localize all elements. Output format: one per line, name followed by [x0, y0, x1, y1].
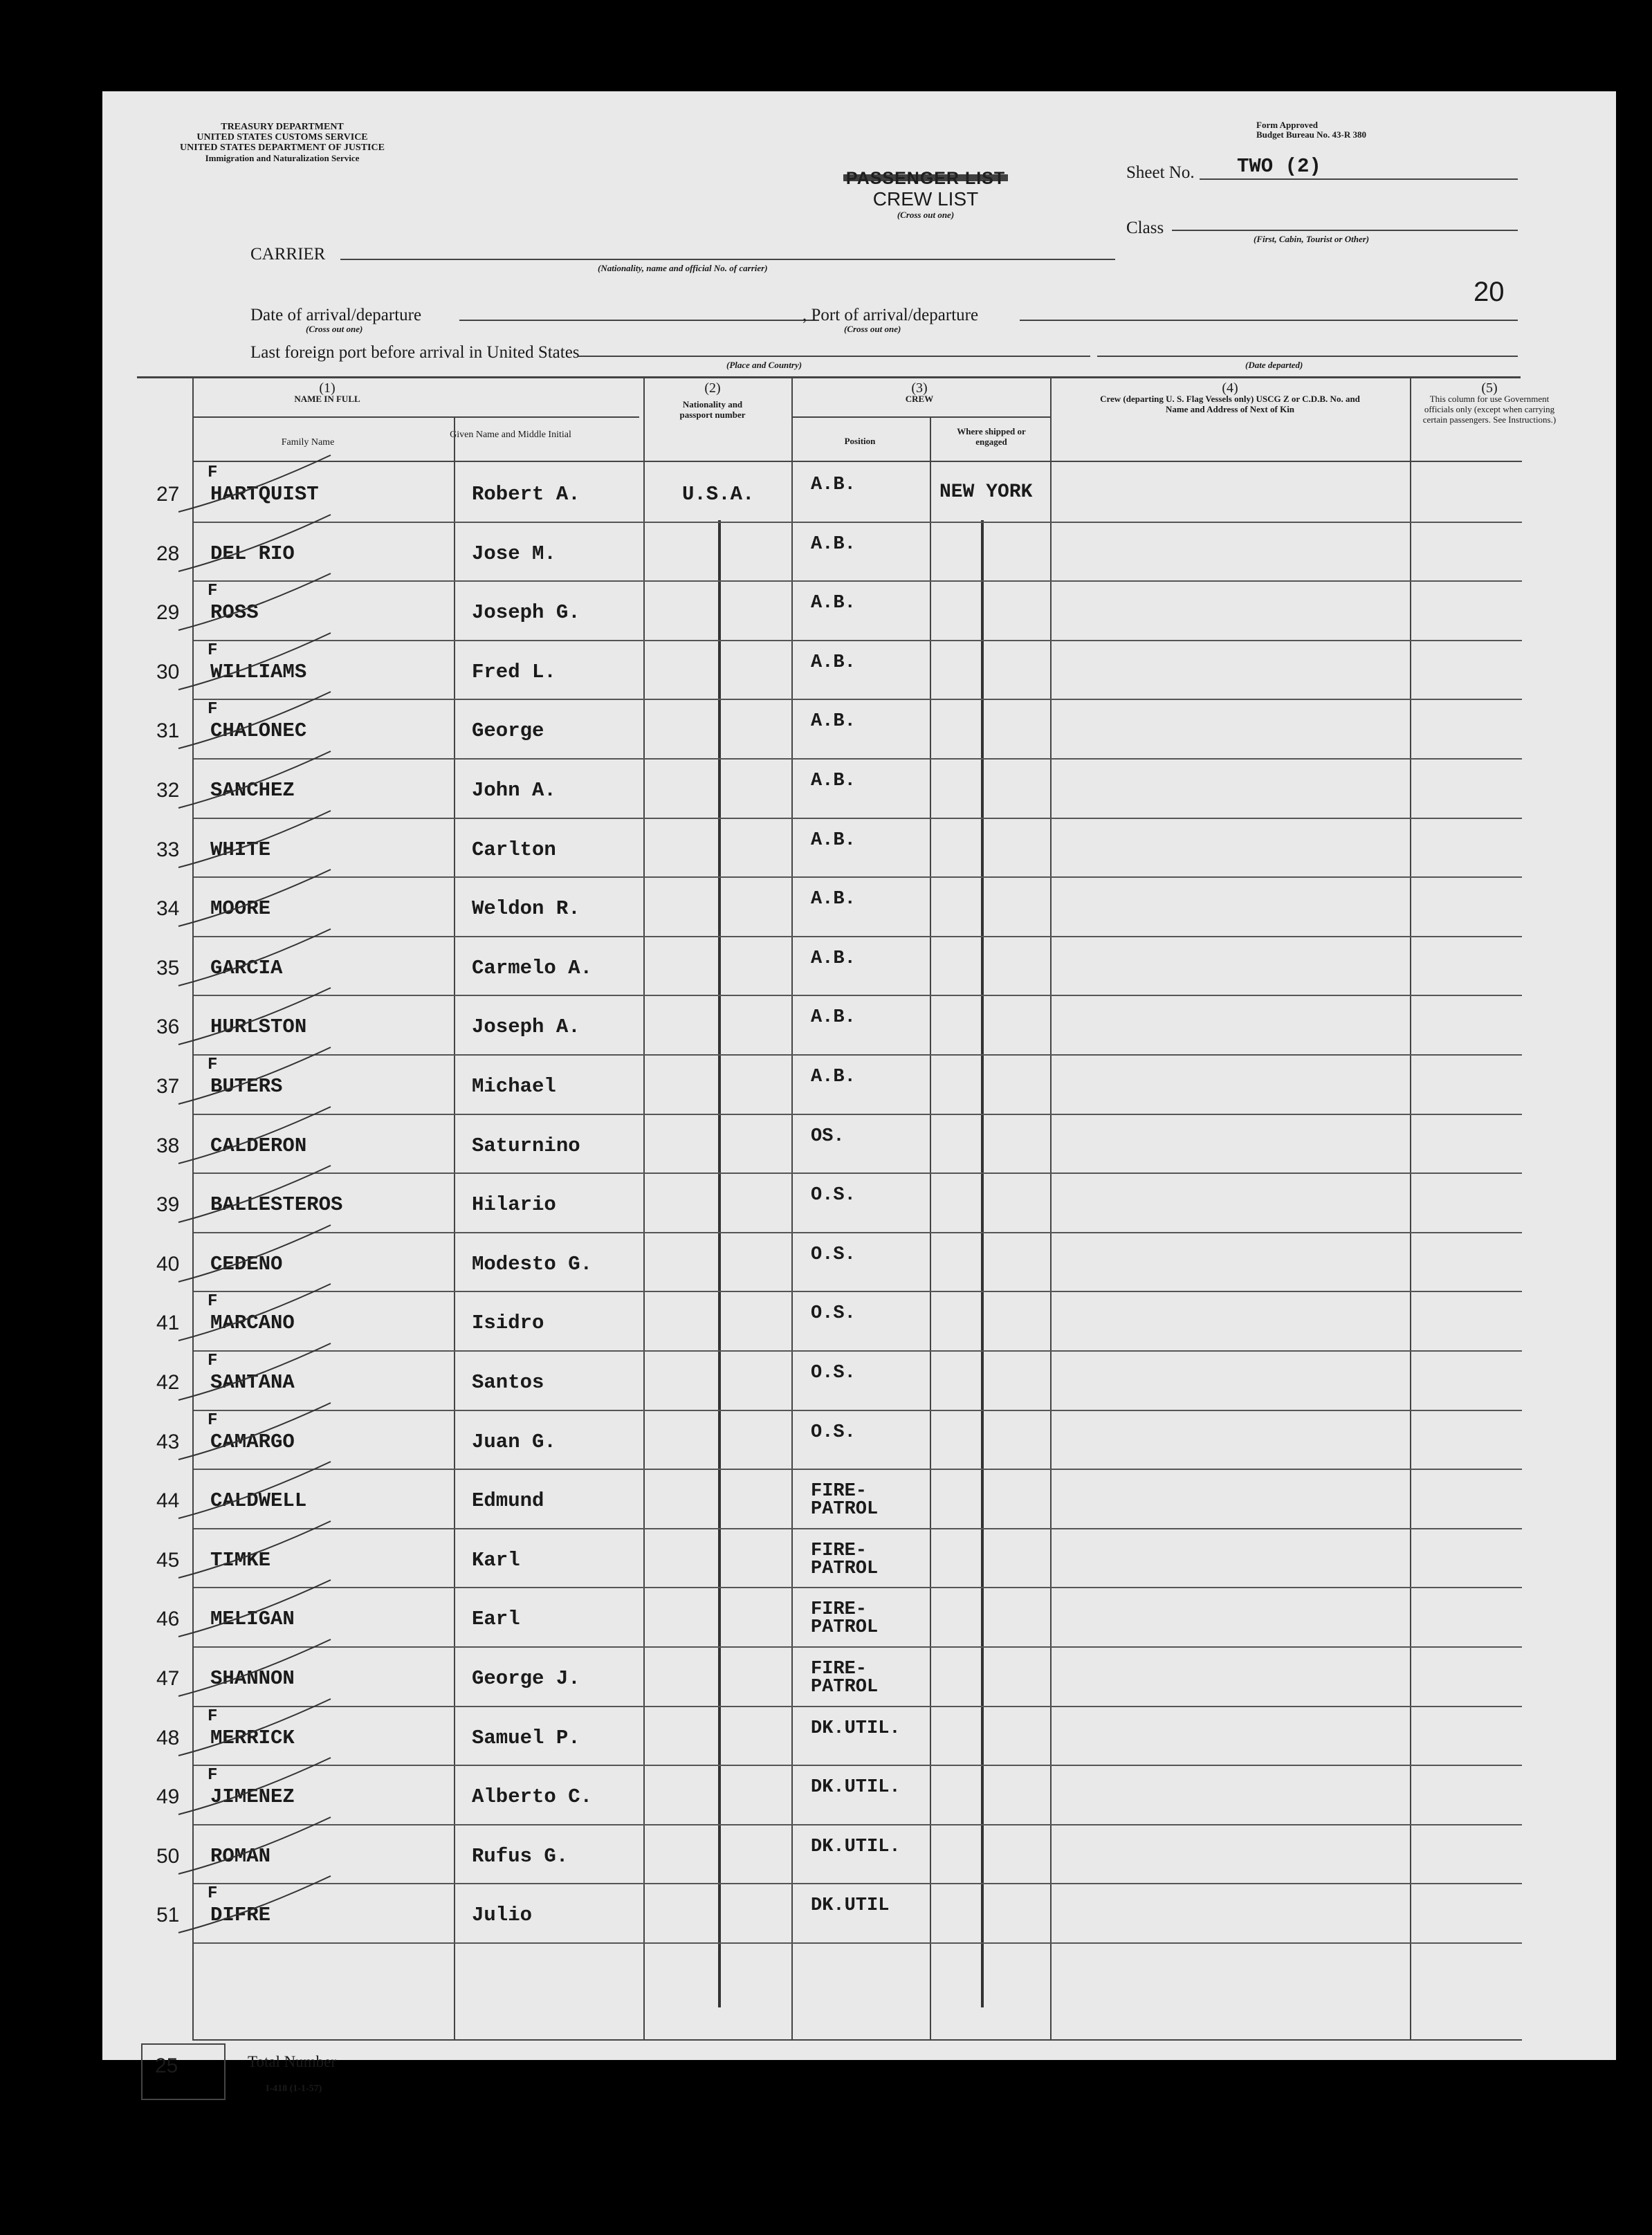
family-name: MARCANO [210, 1312, 295, 1335]
foreign-mark: F [208, 1292, 218, 1312]
position: A.B. [811, 1007, 856, 1029]
position: O.S. [811, 1303, 856, 1325]
col5-number: (5) [1481, 380, 1498, 396]
given-name: John A. [472, 779, 556, 802]
position: FIRE- [811, 1659, 868, 1680]
position: A.B. [811, 652, 856, 673]
position: A.B. [811, 533, 856, 555]
class-label: Class [1126, 219, 1164, 237]
position: DK.UTIL. [811, 1718, 901, 1739]
sheet-no-label: Sheet No. [1126, 163, 1195, 182]
table-row [102, 1883, 1527, 1942]
row-number: 42 [156, 1371, 180, 1394]
position: A.B. [811, 889, 856, 910]
col4-header [1057, 380, 1403, 414]
given-name: Hilario [472, 1193, 556, 1217]
row-divider [194, 1942, 1522, 1944]
row-number: 50 [156, 1844, 180, 1868]
given-name: Modesto G. [472, 1252, 593, 1276]
given-name: Juan G. [472, 1430, 556, 1453]
agency-line-2: UNITED STATES CUSTOMS SERVICE [196, 132, 368, 142]
row-number: 34 [156, 897, 180, 921]
family-name: BALLESTEROS [210, 1193, 343, 1217]
col1-number: (1) [319, 380, 336, 396]
col3-sub-line [791, 416, 1050, 418]
family-name: MELIGAN [210, 1608, 295, 1631]
date-of-arrival-label: Date of arrival/departure [250, 306, 422, 324]
agency-line-4: Immigration and Naturalization Service [205, 153, 360, 163]
carrier-line [340, 259, 1115, 260]
page-number: 20 [1474, 277, 1505, 307]
date-cross-out-note: (Cross out one) [306, 324, 363, 334]
given-name: Carlton [472, 838, 556, 861]
position: A.B. [811, 948, 856, 969]
given-name: Samuel P. [472, 1726, 580, 1749]
given-name: Isidro [472, 1312, 544, 1335]
where-shipped-header: Where shipped or engaged [957, 426, 1026, 447]
col3-title: CREW [905, 394, 934, 404]
row-number: 39 [156, 1193, 180, 1217]
family-name: CAMARGO [210, 1430, 295, 1453]
given-name: Fred L. [472, 660, 556, 683]
row-number: 48 [156, 1726, 180, 1749]
given-name: Joseph G. [472, 601, 580, 625]
port-of-arrival-label: , Port of arrival/departure [802, 306, 979, 324]
given-name: Edmund [472, 1489, 544, 1513]
family-name: HURLSTON [210, 1015, 307, 1039]
given-name: Jose M. [472, 542, 556, 565]
agency-line-3: UNITED STATES DEPARTMENT OF JUSTICE [180, 142, 385, 153]
row-number: 44 [156, 1489, 180, 1513]
position: A.B. [811, 475, 856, 495]
agency-line-1: TREASURY DEPARTMENT [221, 122, 344, 132]
form-title [780, 169, 1071, 221]
family-name: CALDERON [210, 1134, 307, 1157]
position: DK.UTIL. [811, 1836, 901, 1857]
foreign-mark: F [208, 1352, 218, 1370]
position: O.S. [811, 1363, 856, 1383]
col2-title: Nationality and passport number [679, 399, 746, 420]
date-departed-note: (Date departed) [1245, 360, 1303, 370]
given-name: Joseph A. [472, 1015, 580, 1039]
family-name: HARTQUIST [210, 483, 319, 506]
position: DK.UTIL. [811, 1777, 901, 1799]
row-number: 33 [156, 838, 180, 861]
family-name: ROMAN [210, 1844, 271, 1868]
form-code: I-418 (1-1-57) [266, 2084, 322, 2094]
row-number: 27 [156, 483, 180, 506]
family-name: SHANNON [210, 1667, 295, 1690]
given-name: Julio [472, 1904, 533, 1927]
position-line-2: PATROL [811, 1499, 879, 1520]
last-foreign-port-line [578, 356, 1090, 357]
family-name: CEDENO [210, 1252, 283, 1276]
col5-title: This column for use Government officials only (except when carrying certain passengers. See Instructions.) [1422, 394, 1557, 425]
sheet-no-line [1200, 178, 1518, 180]
col4-number: (4) [1222, 380, 1238, 396]
family-name: MOORE [210, 897, 271, 921]
row-number: 47 [156, 1667, 180, 1690]
position: A.B. [811, 593, 856, 614]
row-number: 30 [156, 660, 180, 683]
given-name: Saturnino [472, 1134, 580, 1157]
total-number-label: Total Number [248, 2053, 337, 2070]
foreign-mark: F [208, 1707, 218, 1726]
place-and-country-note: (Place and Country) [726, 360, 802, 370]
given-name: Earl [472, 1608, 520, 1631]
foreign-mark: F [208, 1766, 218, 1785]
row-number: 38 [156, 1134, 180, 1157]
position: FIRE- [811, 1481, 868, 1502]
family-name: BUTERS [210, 1075, 283, 1098]
where-shipped: NEW YORK [939, 481, 1033, 503]
crew-list-title: CREW LIST [872, 188, 979, 210]
col2-number: (2) [704, 380, 721, 396]
row-number: 49 [156, 1785, 180, 1809]
row-number: 35 [156, 956, 180, 979]
position: A.B. [811, 771, 856, 791]
total-box [141, 2043, 226, 2100]
row-number: 43 [156, 1430, 180, 1453]
budget-bureau-number: Budget Bureau No. 43-R 380 [1256, 129, 1367, 140]
last-foreign-port-label: Last foreign port before arrival in United States [250, 343, 580, 362]
foreign-mark: F [208, 1410, 218, 1430]
family-name: WILLIAMS [210, 660, 307, 683]
port-of-arrival-line [1020, 320, 1518, 321]
given-name: Michael [472, 1075, 556, 1098]
row-number: 28 [156, 542, 180, 565]
family-name: GARCIA [210, 956, 283, 979]
row-number: 36 [156, 1015, 180, 1039]
form-approval [1256, 120, 1366, 140]
row-number: 29 [156, 601, 180, 625]
family-name: SANCHEZ [210, 779, 295, 802]
struck-passenger-list [846, 169, 1005, 189]
form-sheet [102, 91, 1616, 2094]
row-number: 41 [156, 1312, 180, 1335]
position: A.B. [811, 711, 856, 733]
col4-title: Crew (departing U. S. Flag Vessels only) USCG Z or C.D.B. No. and Name and Address of Next of Kin [1100, 394, 1360, 414]
foreign-mark: F [208, 700, 218, 719]
col1-sub-line [194, 416, 639, 418]
col5-header [1410, 380, 1569, 425]
class-line [1172, 230, 1518, 231]
position: FIRE- [811, 1540, 868, 1561]
port-cross-out-note: (Cross out one) [844, 324, 901, 334]
nationality: U.S.A. [682, 483, 755, 506]
position: FIRE- [811, 1599, 868, 1621]
given-name: Karl [472, 1548, 520, 1572]
position: DK.UTIL [811, 1895, 890, 1917]
table-top-border [137, 376, 1521, 378]
family-name: TIMKE [210, 1548, 271, 1572]
given-name: Robert A. [472, 483, 580, 506]
foreign-mark: F [208, 1884, 218, 1904]
position-line-2: PATROL [811, 1617, 879, 1639]
title-cross-out-note: (Cross out one) [897, 210, 955, 220]
family-name: CALDWELL [210, 1489, 307, 1513]
total-value: 25 [155, 2054, 178, 2077]
position: A.B. [811, 829, 856, 851]
foreign-mark: F [208, 1056, 218, 1074]
position: OS. [811, 1125, 845, 1147]
carrier-label: CARRIER [250, 245, 326, 264]
foreign-mark: F [208, 641, 218, 660]
position: O.S. [811, 1422, 856, 1443]
position: A.B. [811, 1067, 856, 1087]
row-number: 31 [156, 719, 180, 743]
sheet-no-value: TWO (2) [1237, 155, 1321, 178]
col1-header [192, 380, 462, 404]
given-name: Alberto C. [472, 1785, 593, 1809]
row-number: 40 [156, 1252, 180, 1276]
row-number: 46 [156, 1608, 180, 1631]
date-departed-line [1097, 356, 1518, 357]
position-line-2: PATROL [811, 1677, 879, 1698]
col3-number: (3) [911, 380, 928, 396]
col2-header [643, 380, 782, 420]
col1-title: NAME IN FULL [294, 394, 360, 404]
given-name: George [472, 719, 544, 743]
row-number: 32 [156, 779, 180, 802]
carrier-note: (Nationality, name and official No. of carrier) [598, 263, 768, 273]
family-name: DIFRE [210, 1904, 271, 1927]
row-number: 37 [156, 1075, 180, 1098]
position-line-2: PATROL [811, 1558, 879, 1579]
given-name: George J. [472, 1667, 580, 1690]
row-number: 45 [156, 1548, 180, 1572]
foreign-mark: F [208, 582, 218, 601]
family-name: JIMENEZ [210, 1785, 295, 1809]
family-name: SANTANA [210, 1371, 295, 1394]
family-name-header: Family Name [281, 437, 335, 448]
table-bottom-border [192, 2039, 1522, 2041]
family-name: CHALONEC [210, 719, 307, 743]
row-number: 51 [156, 1904, 180, 1927]
date-of-arrival-line [459, 320, 819, 321]
family-name: DEL RIO [210, 542, 295, 565]
class-note: (First, Cabin, Tourist or Other) [1254, 234, 1370, 244]
family-name: ROSS [210, 601, 259, 625]
position-header: Position [844, 436, 876, 446]
check-mark-icon [165, 1866, 372, 1949]
family-name: WHITE [210, 838, 271, 861]
given-name: Carmelo A. [472, 956, 593, 979]
given-name: Weldon R. [472, 897, 580, 921]
family-name: MERRICK [210, 1726, 295, 1749]
foreign-mark: F [208, 463, 218, 482]
form-approved-text: Form Approved [1256, 120, 1318, 130]
position: O.S. [811, 1185, 856, 1206]
given-name-header: Given Name and Middle Initial [450, 430, 571, 440]
col3-header [791, 380, 1047, 404]
given-name: Santos [472, 1371, 544, 1394]
position: O.S. [811, 1244, 856, 1265]
agency-header [137, 122, 428, 163]
given-name: Rufus G. [472, 1844, 569, 1868]
